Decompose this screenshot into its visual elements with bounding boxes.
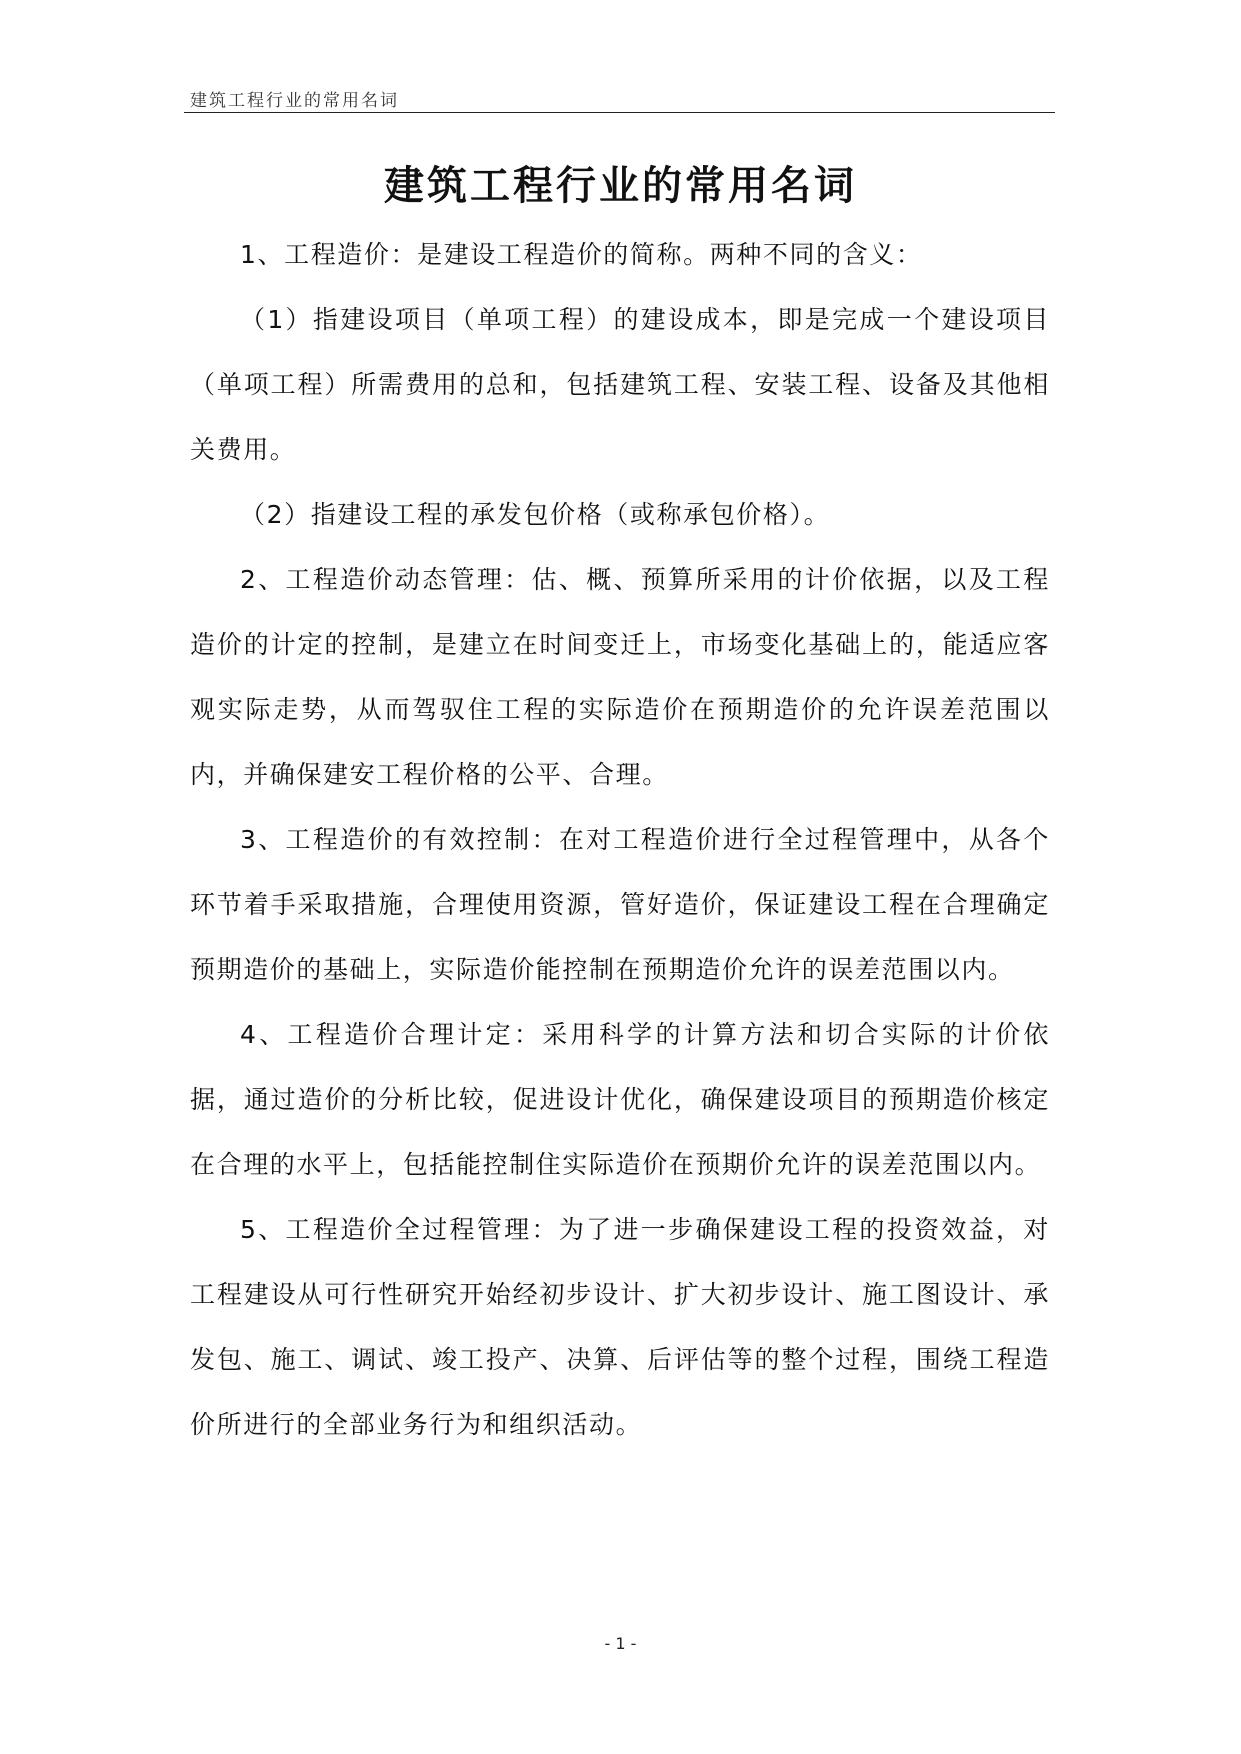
paragraph-6: 4、工程造价合理计定：采用科学的计算方法和切合实际的计价依据，通过造价的分析比较，促进设计优化，确保建设项目的预期造价核定在合理的水平上，包括能控制住实际造价在预期价允许的误差范围以内。 — [190, 1020, 1050, 1179]
header-divider — [184, 112, 1055, 113]
page-number: - 1 - — [604, 1634, 637, 1653]
paragraph-5: 3、工程造价的有效控制：在对工程造价进行全过程管理中，从各个环节着手采取措施，合理使用资源，管好造价，保证建设工程在合理确定预期造价的基础上，实际造价能控制在预期造价允许的误差范围以内。 — [190, 825, 1050, 984]
paragraph-2: （1）指建设项目（单项工程）的建设成本，即是完成一个建设项目（单项工程）所需费用的总和，包括建筑工程、安装工程、设备及其他相关费用。 — [190, 305, 1050, 464]
paragraph-7: 5、工程造价全过程管理：为了进一步确保建设工程的投资效益，对工程建设从可行性研究开始经初步设计、扩大初步设计、施工图设计、承发包、施工、调试、竣工投产、决算、后评估等的整个过程，围绕工程造价所进行的全部业务行为和组织活动。 — [190, 1215, 1050, 1439]
paragraph-3: （2）指建设工程的承发包价格（或称承包价格）。 — [240, 500, 831, 529]
document-title: 建筑工程行业的常用名词 — [384, 162, 857, 209]
paragraph-4: 2、工程造价动态管理：估、概、预算所采用的计价依据，以及工程造价的计定的控制，是建立在时间变迁上，市场变化基础上的，能适应客观实际走势，从而驾驭住工程的实际造价在预期造价的允许误差范围以内，并确保建安工程价格的公平、合理。 — [190, 565, 1050, 789]
paragraph-1: 1、工程造价：是建设工程造价的简称。两种不同的含义： — [240, 240, 923, 269]
document-body — [190, 222, 1050, 1457]
running-header: 建筑工程行业的常用名词 — [190, 91, 399, 111]
